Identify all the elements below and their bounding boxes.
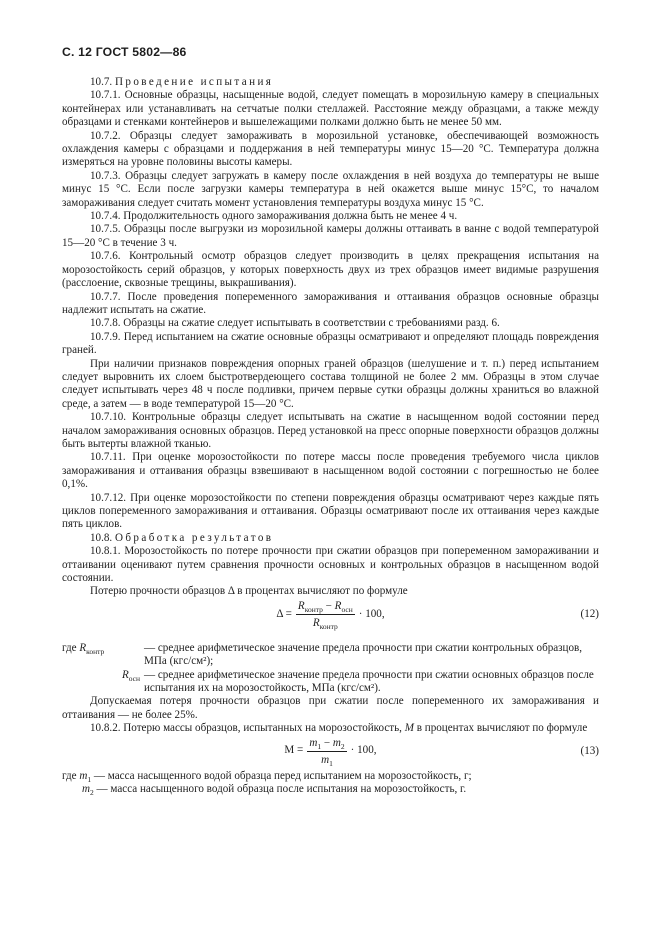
paragraph-10-7-11: 10.7.11. При оценке морозостойкости по потере массы после проведения требуемого числа циклов замораживания и оттаивания образцы взвешивают в насыщенном водой состоянии с погрешностью не более 0,1%. — [62, 451, 599, 491]
paragraph-10-7-3: 10.7.3. Образцы следует загружать в камеру после охлаждения в ней воздуха до температуры не выше минус 15 °С. Если после загрузки камеры температура в ней окажется выше минус 15°С, то началом замораживания следует считать момент установления температуры воздуха минус 15 °С. — [62, 169, 599, 209]
formula-12-definitions — [62, 642, 599, 696]
definition-row: где $R_{контр}$ — среднее арифметическое значение предела прочности при сжатии контрольных образцов, МПа (кгс/см²); — [62, 641, 583, 668]
fraction — [296, 599, 355, 630]
paragraph-10-7-5: 10.7.5. Образцы после выгрузки из морозильной камеры должны оттаивать в ванне с водой температурой 15—20 °С в течение 3 ч. — [62, 223, 599, 249]
section-heading-10-7 — [62, 76, 599, 89]
paragraph-10-7-6: 10.7.6. Контрольный осмотр образцов следует производить в целях прекращения испытания на морозостойкость серий образцов, у которых поверхность двух из трех образцов имеет видимые разрушения (расслоение, сквозные трещины, выкрашивания). — [62, 250, 599, 290]
formula-13 — [62, 736, 599, 770]
paragraph-allowed-loss: Допускаемая потеря прочности образцов при сжатии после попеременного их замораживания и оттаивания — не более 25%. — [62, 695, 599, 721]
definition-row: где $m_1$ — масса насыщенного водой образца перед испытанием на морозостойкость, г; — [62, 769, 472, 784]
fraction-denominator: $m_1$ — [321, 753, 333, 768]
section-title: Проведение испытания — [114, 76, 274, 88]
paragraph-10-7-9-note: При наличии признаков повреждения опорных граней образцов (шелушение и т. п.) перед испытанием следует выровнить их слоем быстротвердеющего состава толщиной не более 2 мм. Образцы в этом случае следует испытывать через 48 ч после подливки, причем первые сутки образцы должны храниться во влажной среде, а затем — в воде температурой 15—20 °С. — [62, 357, 599, 410]
page-header: С. 12 ГОСТ 5802—86 — [62, 45, 187, 59]
paragraph-10-7-10: 10.7.10. Контрольные образцы следует испытывать на сжатие в насыщенном водой состоянии перед началом замораживания основных образцов. Перед установкой на пресс опорные поверхности образцов должны быть вытерты влажной тканью. — [62, 411, 599, 450]
paragraph-10-8-1: 10.8.1. Морозостойкость по потере прочности при сжатии образцов при попеременном замораживании и оттаивании оценивают путем сравнения прочности основных и контрольных образцов в насыщенном водой состоянии. — [62, 545, 599, 585]
paragraph-10-7-1: 10.7.1. Основные образцы, насыщенные водой, следует помещать в морозильную камеру в специальных контейнерах или устанавливать на сетчатые полки стеллажей. Расстояние между образцами, а также между образцами и стенками контейнеров и вышележащими полками должно быть не менее 50 мм. — [62, 89, 599, 129]
paragraph-10-7-9: 10.7.9. Перед испытанием на сжатие основные образцы осматривают и определяют площадь повреждения граней. — [62, 330, 599, 357]
formula-number: (12) — [580, 607, 599, 620]
fraction-numerator: $m_1 - m_2$ — [309, 736, 345, 751]
formula-lhs: M = — [284, 744, 304, 757]
fraction-denominator: $R_{контр}$ — [312, 616, 338, 632]
fraction — [307, 736, 346, 767]
section-title: Обработка результатов — [114, 531, 274, 544]
document-body — [62, 76, 599, 797]
section-heading-10-8 — [62, 532, 599, 545]
paragraph-10-7-7: 10.7.7. После проведения попеременного замораживания и оттаивания образцов основные образцы надлежит испытать на сжатие. — [62, 290, 599, 316]
fraction-numerator: $R_{контр} - R_{осн}$ — [297, 599, 353, 615]
definition-row: $m_2$ — масса насыщенного водой образца после испытания на морозостойкость, г. — [82, 783, 467, 798]
definition-row: $R_{осн}$ — среднее арифметическое значение предела прочности при сжатии основных образцов после испытания их на морозостойкость, МПа (кгс/см²). — [121, 668, 594, 695]
section-number: 10.8. — [90, 531, 113, 544]
formula-12 — [62, 599, 599, 639]
section-number: 10.7. — [90, 76, 113, 88]
formula-tail: · 100, — [350, 744, 377, 757]
paragraph-10-7-2: 10.7.2. Образцы следует замораживать в морозильной установке, обеспечивающей возможность охлаждения камеры с образцами и поддержания в ней температуры минус 15—20 °С. Температура должна измеряться на уровне половины высоты камеры. — [62, 129, 599, 169]
paragraph-10-7-4: 10.7.4. Продолжительность одного замораживания должна быть не менее 4 ч. — [90, 210, 458, 223]
paragraph-10-7-8: 10.7.8. Образцы на сжатие следует испытывать в соответствии с требованиями разд. 6. — [90, 317, 500, 330]
formula-number: (13) — [580, 744, 599, 757]
paragraph-10-7-12: 10.7.12. При оценке морозостойкости по степени повреждения образцы осматривают через каждые пять циклов попеременного замораживания и оттаивания. Образцы осматривают после их оттаивания через каждые пять циклов. — [62, 491, 599, 531]
paragraph-10-8-2: 10.8.2. Потерю массы образцов, испытанных на морозостойкость, M в процентах вычисляют по формуле — [90, 722, 588, 735]
formula-lhs: Δ = — [276, 607, 292, 620]
formula-13-definitions — [62, 770, 599, 797]
paragraph-formula-intro: Потерю прочности образцов Δ в процентах вычисляют по формуле — [90, 585, 408, 598]
formula-tail: · 100, — [358, 607, 385, 620]
